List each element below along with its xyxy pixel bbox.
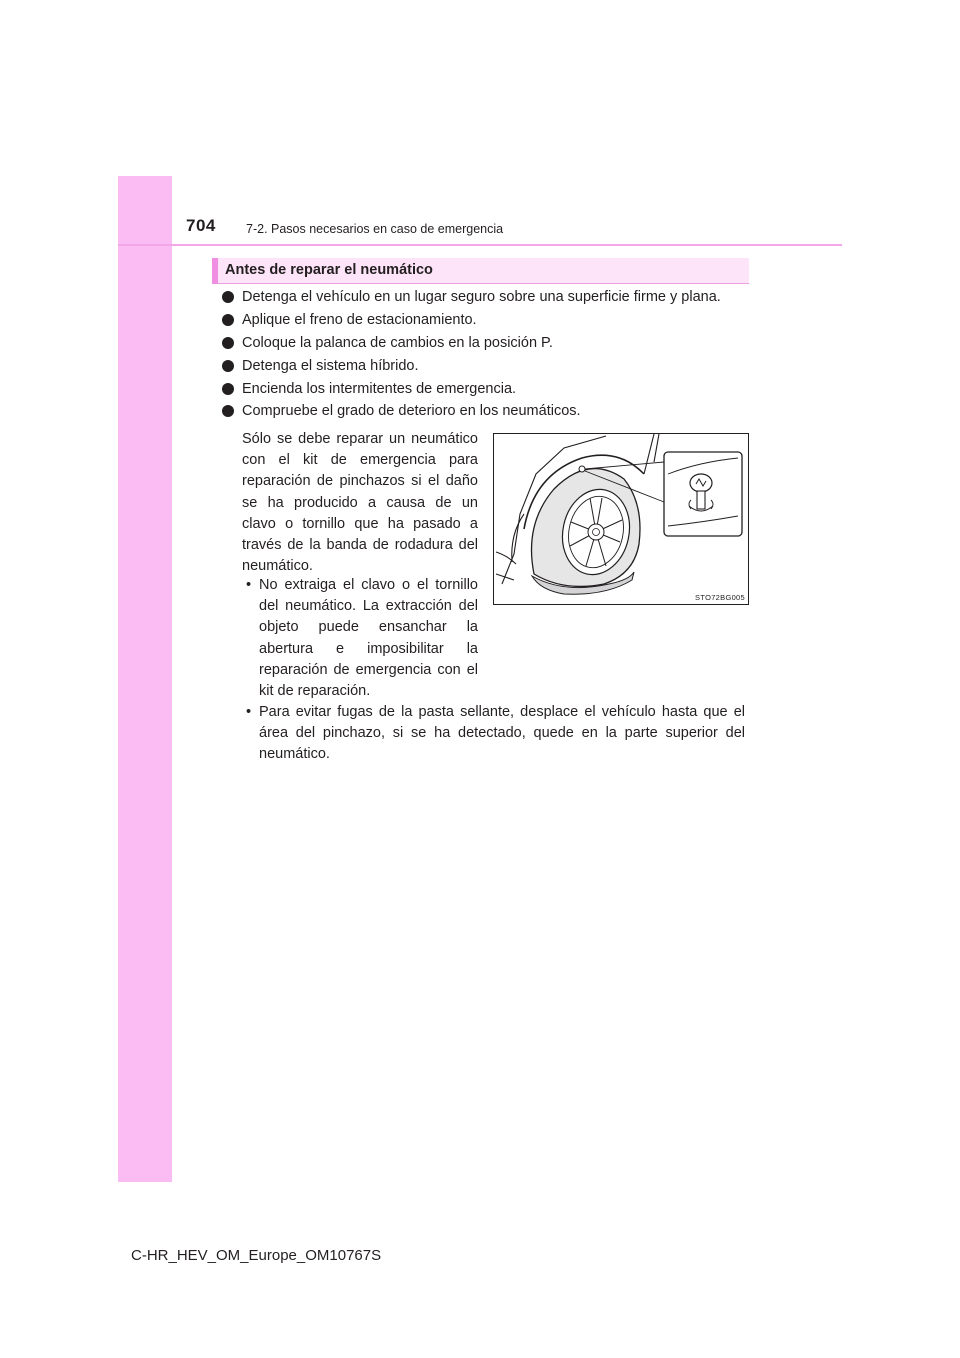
list-item: Detenga el vehículo en un lugar seguro sobre una superficie firme y plana.: [222, 287, 721, 307]
bullet-dot-icon: [222, 360, 234, 372]
note-text: No extraiga el clavo o el tornillo del neumático. La extracción del objeto puede ensanchar la abertura e imposibilitar la reparación de emergencia con el kit de reparación.: [259, 577, 478, 700]
note-item: [246, 702, 745, 766]
list-item: Encienda los intermitentes de emergencia.: [222, 379, 721, 399]
list-item: Coloque la palanca de cambios en la posición P.: [222, 333, 721, 353]
bullet-dot-icon: [222, 337, 234, 349]
tire-puncture-illustration: [493, 433, 749, 605]
body-paragraph: Sólo se debe reparar un neumático con el kit de emergencia para reparación de pinchazos si el daño se ha producido a causa de un clavo o tornillo que ha pasado a través de la banda de rodadura del neumático.: [242, 431, 478, 575]
flat-tire-drawing: [494, 434, 749, 605]
figure-code: STO72BG005: [695, 593, 745, 602]
page-number: 704: [186, 216, 216, 235]
footer-document-id: C-HR_HEV_OM_Europe_OM10767S: [131, 1247, 382, 1264]
subsection-heading: [212, 258, 749, 284]
bullet-dot-icon: [222, 314, 234, 326]
bullet-dot-icon: [222, 383, 234, 395]
list-item: Detenga el sistema híbrido.: [222, 356, 721, 376]
section-title: 7-2. Pasos necesarios en caso de emergencia: [246, 222, 504, 236]
list-item: Aplique el freno de estacionamiento.: [222, 310, 721, 330]
note-text: Para evitar fugas de la pasta sellante, desplace el vehículo hasta que el área del pinchazo, si se ha detectado, quede en la parte superior del neumático.: [259, 704, 745, 763]
bullet-dot-icon: [222, 291, 234, 303]
note-bullet: •: [246, 704, 252, 720]
side-tab-band: [118, 176, 172, 1182]
bullet-dot-icon: [222, 405, 234, 417]
list-item: Compruebe el grado de deterioro en los neumáticos.: [222, 401, 721, 421]
subsection-title: Antes de reparar el neumático: [225, 262, 433, 278]
note-bullet: •: [246, 577, 252, 593]
checklist: [222, 287, 721, 424]
subsection-accent: [212, 258, 218, 284]
header-rule: [118, 244, 842, 246]
note-item: [246, 575, 478, 702]
